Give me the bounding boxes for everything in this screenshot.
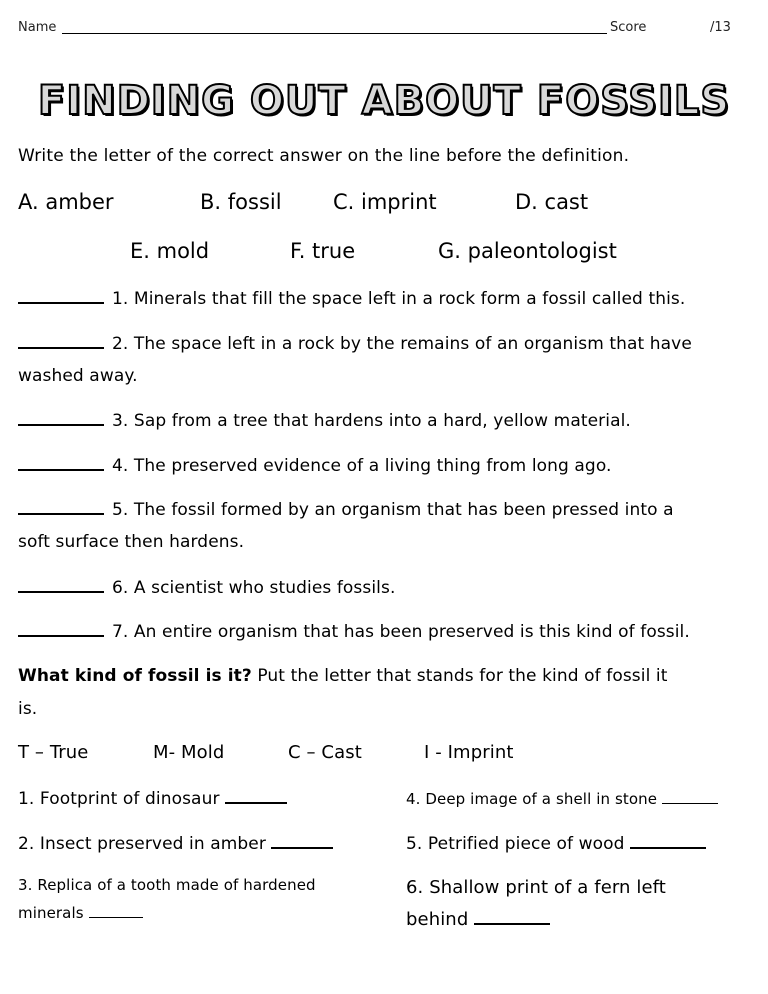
section2-heading: What kind of fossil is it? [18, 666, 252, 686]
answer-blank[interactable] [18, 410, 104, 426]
question-text: 1. Minerals that fill the space left in a rock form a fossil called this. [112, 289, 686, 309]
answer-blank[interactable] [18, 333, 104, 349]
answer-blank[interactable] [662, 791, 718, 804]
item-2 [18, 833, 333, 854]
answer-blank[interactable] [18, 621, 104, 637]
answer-blank[interactable] [89, 905, 143, 918]
key-true: T – True [18, 742, 89, 763]
question-7 [18, 621, 690, 642]
item-text: minerals [18, 904, 84, 922]
instructions: Write the letter of the correct answer on the line before the definition. [18, 146, 630, 166]
section2-text: Put the letter that stands for the kind of fossil it [257, 666, 668, 686]
question-2 [18, 333, 692, 354]
section2-text-continued: is. [18, 699, 38, 719]
question-4 [18, 455, 612, 476]
key-imprint: I - Imprint [424, 742, 514, 763]
question-5 [18, 499, 674, 520]
question-text: 3. Sap from a tree that hardens into a hard, yellow material. [112, 411, 631, 431]
choice-b: B. fossil [200, 190, 282, 214]
choice-f: F. true [290, 239, 356, 263]
answer-blank[interactable] [474, 909, 550, 925]
choice-e: E. mold [130, 239, 210, 263]
choice-g: G. paleontologist [438, 239, 617, 263]
answer-blank[interactable] [630, 833, 706, 849]
question-5-continued: soft surface then hardens. [18, 532, 245, 552]
item-6-continued [406, 909, 550, 930]
name-label: Name [18, 20, 57, 35]
question-text: 5. The fossil formed by an organism that has been pressed into a [112, 500, 674, 520]
score-total: /13 [710, 20, 731, 35]
answer-blank[interactable] [225, 788, 287, 804]
item-text: 1. Footprint of dinosaur [18, 789, 220, 809]
question-text: 2. The space left in a rock by the remains of an organism that have [112, 334, 692, 354]
question-text: 4. The preserved evidence of a living thing from long ago. [112, 456, 612, 476]
question-6 [18, 577, 395, 598]
choice-a: A. amber [18, 190, 114, 214]
item-text: behind [406, 909, 469, 930]
item-6: 6. Shallow print of a fern left [406, 877, 666, 898]
key-mold: M- Mold [153, 742, 225, 763]
answer-blank[interactable] [18, 288, 104, 304]
section2-prompt [18, 666, 667, 686]
question-2-continued: washed away. [18, 366, 138, 386]
item-4 [406, 790, 718, 808]
question-text: 7. An entire organism that has been preserved is this kind of fossil. [112, 622, 690, 642]
answer-blank[interactable] [271, 833, 333, 849]
choice-d: D. cast [515, 190, 589, 214]
page-title: FINDING OUT ABOUT FOSSILS [37, 78, 731, 124]
item-5 [406, 833, 706, 854]
key-cast: C – Cast [288, 742, 362, 763]
choice-c: C. imprint [333, 190, 437, 214]
question-text: 6. A scientist who studies fossils. [112, 578, 396, 598]
item-text: 2. Insect preserved in amber [18, 834, 266, 854]
question-3 [18, 410, 631, 431]
name-line[interactable] [62, 33, 607, 34]
answer-blank[interactable] [18, 499, 104, 515]
score-label: Score [610, 20, 647, 35]
item-1 [18, 788, 287, 809]
answer-blank[interactable] [18, 455, 104, 471]
item-text: 5. Petrified piece of wood [406, 834, 625, 854]
item-text: 4. Deep image of a shell in stone [406, 790, 658, 808]
item-3: 3. Replica of a tooth made of hardened [18, 876, 316, 894]
item-3-continued [18, 904, 143, 922]
answer-blank[interactable] [18, 577, 104, 593]
question-1 [18, 288, 685, 309]
